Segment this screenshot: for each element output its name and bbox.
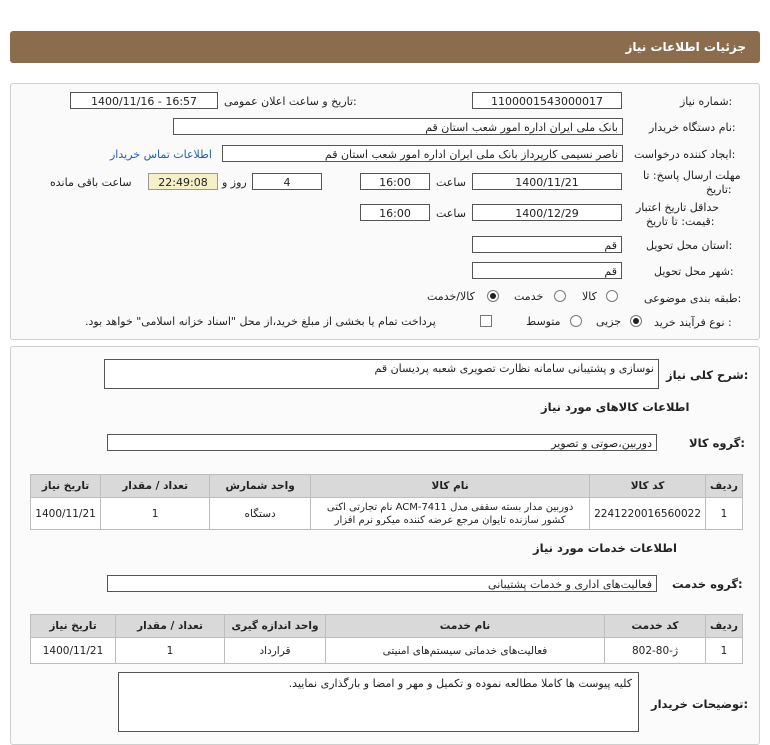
city-field: قم (472, 262, 622, 279)
province-label: استان محل تحویل: (646, 239, 733, 252)
buyer-org-label: نام دستگاه خریدار: (649, 121, 736, 134)
process-medium-radio[interactable] (570, 315, 582, 327)
cell-row: 1 (706, 638, 743, 664)
cell-need-date: 1400/11/21 (31, 638, 116, 664)
cell-row: 1 (706, 498, 743, 530)
goods-section-title: اطلاعات کالاهای مورد نیاز (541, 400, 690, 414)
services-table-header (31, 615, 743, 638)
need-summary-label: شرح کلی نیاز: (666, 368, 749, 382)
cell-unit: دستگاه (210, 498, 311, 530)
services-group-label: گروه خدمت: (672, 577, 743, 591)
category-service-radio[interactable] (554, 290, 566, 302)
col-measure-unit: واحد اندازه گیری (225, 615, 326, 638)
creator-field: ناصر نسیمی کارپرداز بانک ملی ایران اداره امور شعب استان قم (222, 145, 623, 162)
cell-qty: 1 (101, 498, 210, 530)
validity-time-label: ساعت (436, 207, 466, 220)
goods-table (30, 474, 743, 530)
page-title: جزئیات اطلاعات نیاز (625, 40, 746, 54)
goods-table-header (31, 475, 743, 498)
cell-need-date: 1400/11/21 (31, 498, 101, 530)
announce-label: تاریخ و ساعت اعلان عمومی: (224, 95, 357, 108)
days-label: روز و (222, 176, 247, 189)
process-label: نوع فرآیند خرید : (654, 316, 732, 329)
treasury-payment-note: پرداخت تمام یا بخشی از مبلغ خرید،از محل "اسناد خزانه اسلامی" خواهد بود. (85, 315, 436, 328)
need-summary-field: نوسازی و پشتیبانی سامانه نظارت تصویری شعبه پردیسان قم (104, 359, 659, 389)
province-field: قم (472, 236, 622, 253)
process-minor-radio[interactable] (630, 315, 642, 327)
cell-service-name: فعالیت‌های خدماتی سیستم‌های امنیتی (326, 638, 605, 664)
category-goods-service-label: کالا/خدمت (427, 290, 475, 303)
need-number-label: شماره نیاز: (680, 95, 733, 108)
treasury-payment-checkbox[interactable] (480, 315, 492, 327)
cell-measure-unit: قرارداد (225, 638, 326, 664)
deadline-label-date: تاریخ: (706, 183, 732, 196)
announce-field: 1400/11/16 - 16:57 (70, 92, 218, 109)
cell-qty: 1 (116, 638, 225, 664)
col-qty: تعداد / مقدار (116, 615, 225, 638)
table-row (31, 498, 743, 530)
col-need-date: تاریخ نیاز (31, 615, 116, 638)
buyer-org-field: بانک ملی ایران اداره امور شعب استان قم (173, 118, 623, 135)
col-goods-code: کد کالا (590, 475, 706, 498)
validity-label: حداقل تاریخ اعتبار (636, 201, 720, 214)
col-row: ردیف (706, 615, 743, 638)
category-service-label: خدمت (514, 290, 544, 303)
cell-goods-name: دوربین مدار بسته سقفی مدل ACM-7411 نام تجارتی اکتی کشور سازنده تایوان مرجع عرضه کننده میکرو نرم افزار (311, 498, 590, 530)
deadline-label: مهلت ارسال پاسخ: تا (643, 169, 741, 182)
deadline-date-field: 1400/11/21 (472, 173, 622, 190)
col-need-date: تاریخ نیاز (31, 475, 101, 498)
category-label: طبقه بندی موضوعی: (644, 292, 742, 305)
cell-goods-code: 2241220016560022 (590, 498, 706, 530)
deadline-time-label: ساعت (436, 176, 466, 189)
services-table (30, 614, 743, 664)
cell-service-code: ژ-80-802 (605, 638, 706, 664)
remaining-label: ساعت باقی مانده (50, 176, 132, 189)
col-goods-name: نام کالا (311, 475, 590, 498)
page-header (10, 31, 760, 63)
category-goods-radio[interactable] (606, 290, 618, 302)
services-group-field: فعالیت‌های اداری و خدمات پشتیبانی (107, 575, 657, 592)
col-service-name: نام خدمت (326, 615, 605, 638)
process-minor-label: جزیی (596, 315, 622, 328)
goods-group-field: دوربین،صوتی و تصویر (107, 434, 657, 451)
creator-label: ایجاد کننده درخواست: (634, 148, 736, 161)
col-unit: واحد شمارش (210, 475, 311, 498)
process-medium-label: متوسط (526, 315, 561, 328)
buyer-notes-label: توضیحات خریدار: (651, 697, 749, 711)
table-row (31, 638, 743, 664)
goods-group-label: گروه کالا: (689, 436, 745, 450)
validity-label-date: قیمت: تا تاریخ: (646, 215, 715, 228)
buyer-contact-link[interactable]: اطلاعات تماس خریدار (110, 148, 212, 161)
col-row: ردیف (706, 475, 743, 498)
remaining-time-field: 22:49:08 (148, 173, 218, 190)
validity-time-field: 16:00 (360, 204, 430, 221)
need-number-field: 1100001543000017 (472, 92, 622, 109)
col-service-code: کد خدمت (605, 615, 706, 638)
category-goods-label: کالا (582, 290, 597, 303)
validity-date-field: 1400/12/29 (472, 204, 622, 221)
buyer-notes-field: کلیه پیوست ها کاملا مطالعه نموده و تکمیل و مهر و امضا و بارگذاری نمایید. (118, 672, 639, 732)
col-qty: تعداد / مقدار (101, 475, 210, 498)
city-label: شهر محل تحویل: (654, 265, 734, 278)
days-field: 4 (252, 173, 322, 190)
category-goods-service-radio[interactable] (487, 290, 499, 302)
services-section-title: اطلاعات خدمات مورد نیاز (533, 541, 677, 555)
deadline-time-field: 16:00 (360, 173, 430, 190)
